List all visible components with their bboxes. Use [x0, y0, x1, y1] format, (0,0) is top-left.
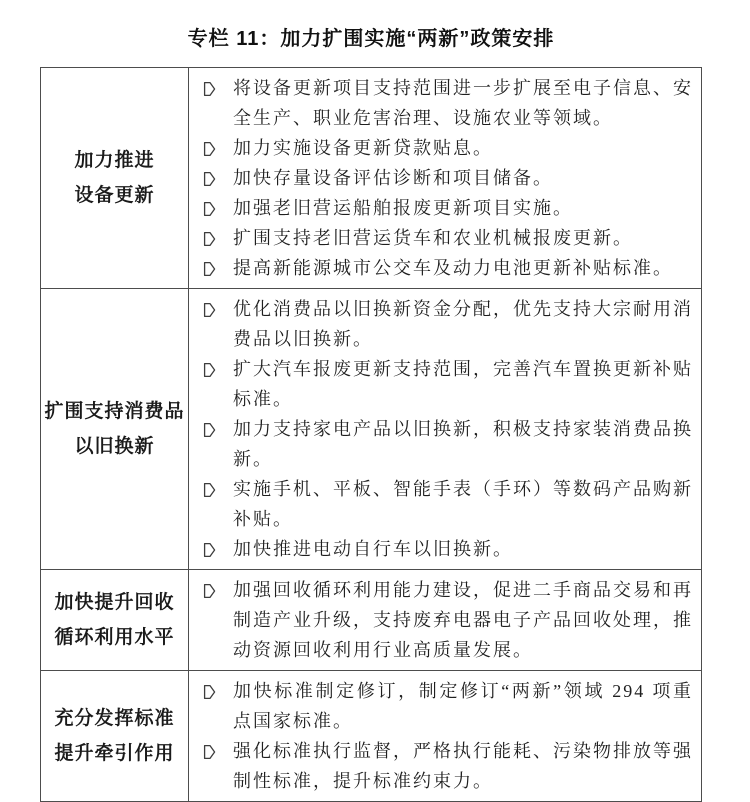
row-header-line: 以旧换新: [74, 436, 155, 457]
list-item: [201, 223, 693, 253]
row-header-line: 设备更新: [74, 185, 155, 206]
right-arrow-bullet-icon: [203, 261, 217, 277]
list-item: [201, 163, 693, 193]
list-item: [201, 414, 693, 474]
list-item-text: 加强回收循环利用能力建设，促进二手商品交易和再制造产业升级，支持废弃电器电子产品回收处理，推动资源回收利用行业高质量发展。: [233, 580, 693, 660]
list-item-text: 扩大汽车报废更新支持范围，完善汽车置换更新补贴标准。: [233, 359, 693, 409]
list-item-text: 优化消费品以旧换新资金分配，优先支持大宗耐用消费品以旧换新。: [233, 299, 693, 349]
row-items: [189, 289, 701, 569]
page-title: 专栏 11：加力扩围实施“两新”政策安排: [187, 28, 555, 50]
row-header-line: 扩围支持消费品: [44, 401, 185, 422]
list-item: [201, 133, 693, 163]
list-item-text: 加快存量设备评估诊断和项目储备。: [233, 168, 553, 188]
list-item: [201, 676, 693, 736]
list-item: [201, 534, 693, 564]
list-item-text: 强化标准执行监督，严格执行能耗、污染物排放等强制性标准，提升标准约束力。: [233, 741, 693, 791]
row-header: [41, 671, 189, 801]
list-item-text: 实施手机、平板、智能手表（手环）等数码产品购新补贴。: [233, 479, 693, 529]
list-item-text: 加强老旧营运船舶报废更新项目实施。: [233, 198, 573, 218]
list-item: [201, 193, 693, 223]
table-row: [41, 670, 701, 801]
right-arrow-bullet-icon: [203, 302, 217, 318]
list-item-text: 扩围支持老旧营运货车和农业机械报废更新。: [233, 228, 633, 248]
right-arrow-bullet-icon: [203, 362, 217, 378]
right-arrow-bullet-icon: [203, 201, 217, 217]
row-header-line: 加力推进: [74, 150, 155, 171]
right-arrow-bullet-icon: [203, 81, 217, 97]
right-arrow-bullet-icon: [203, 482, 217, 498]
row-items: [189, 570, 701, 670]
right-arrow-bullet-icon: [203, 422, 217, 438]
table-row: [41, 288, 701, 569]
list-item-text: 加力支持家电产品以旧换新，积极支持家装消费品换新。: [233, 419, 693, 469]
right-arrow-bullet-icon: [203, 231, 217, 247]
row-header: [41, 289, 189, 569]
list-item: [201, 253, 693, 283]
list-item: [201, 575, 693, 665]
list-item: [201, 736, 693, 796]
list-item: [201, 354, 693, 414]
list-item-text: 将设备更新项目支持范围进一步扩展至电子信息、安全生产、职业危害治理、设施农业等领域。: [233, 78, 693, 128]
list-item: [201, 294, 693, 354]
list-item: [201, 73, 693, 133]
right-arrow-bullet-icon: [203, 583, 217, 599]
row-items: [189, 68, 701, 288]
row-header-line: 加快提升回收: [54, 592, 175, 613]
row-header-line: 充分发挥标准: [54, 708, 175, 729]
right-arrow-bullet-icon: [203, 684, 217, 700]
list-item-text: 加力实施设备更新贷款贴息。: [233, 138, 493, 158]
list-item-text: 加快推进电动自行车以旧换新。: [233, 539, 513, 559]
table-row: [41, 68, 701, 288]
row-header-line: 循环利用水平: [54, 627, 175, 648]
right-arrow-bullet-icon: [203, 171, 217, 187]
row-header: [41, 68, 189, 288]
row-items: [189, 671, 701, 801]
row-header-line: 提升牵引作用: [54, 743, 175, 764]
right-arrow-bullet-icon: [203, 542, 217, 558]
table-row: [41, 569, 701, 670]
policy-table: [40, 67, 702, 802]
row-header: [41, 570, 189, 670]
right-arrow-bullet-icon: [203, 141, 217, 157]
list-item: [201, 474, 693, 534]
right-arrow-bullet-icon: [203, 744, 217, 760]
list-item-text: 提高新能源城市公交车及动力电池更新补贴标准。: [233, 258, 673, 278]
list-item-text: 加快标准制定修订，制定修订“两新”领域 294 项重点国家标准。: [233, 681, 693, 731]
